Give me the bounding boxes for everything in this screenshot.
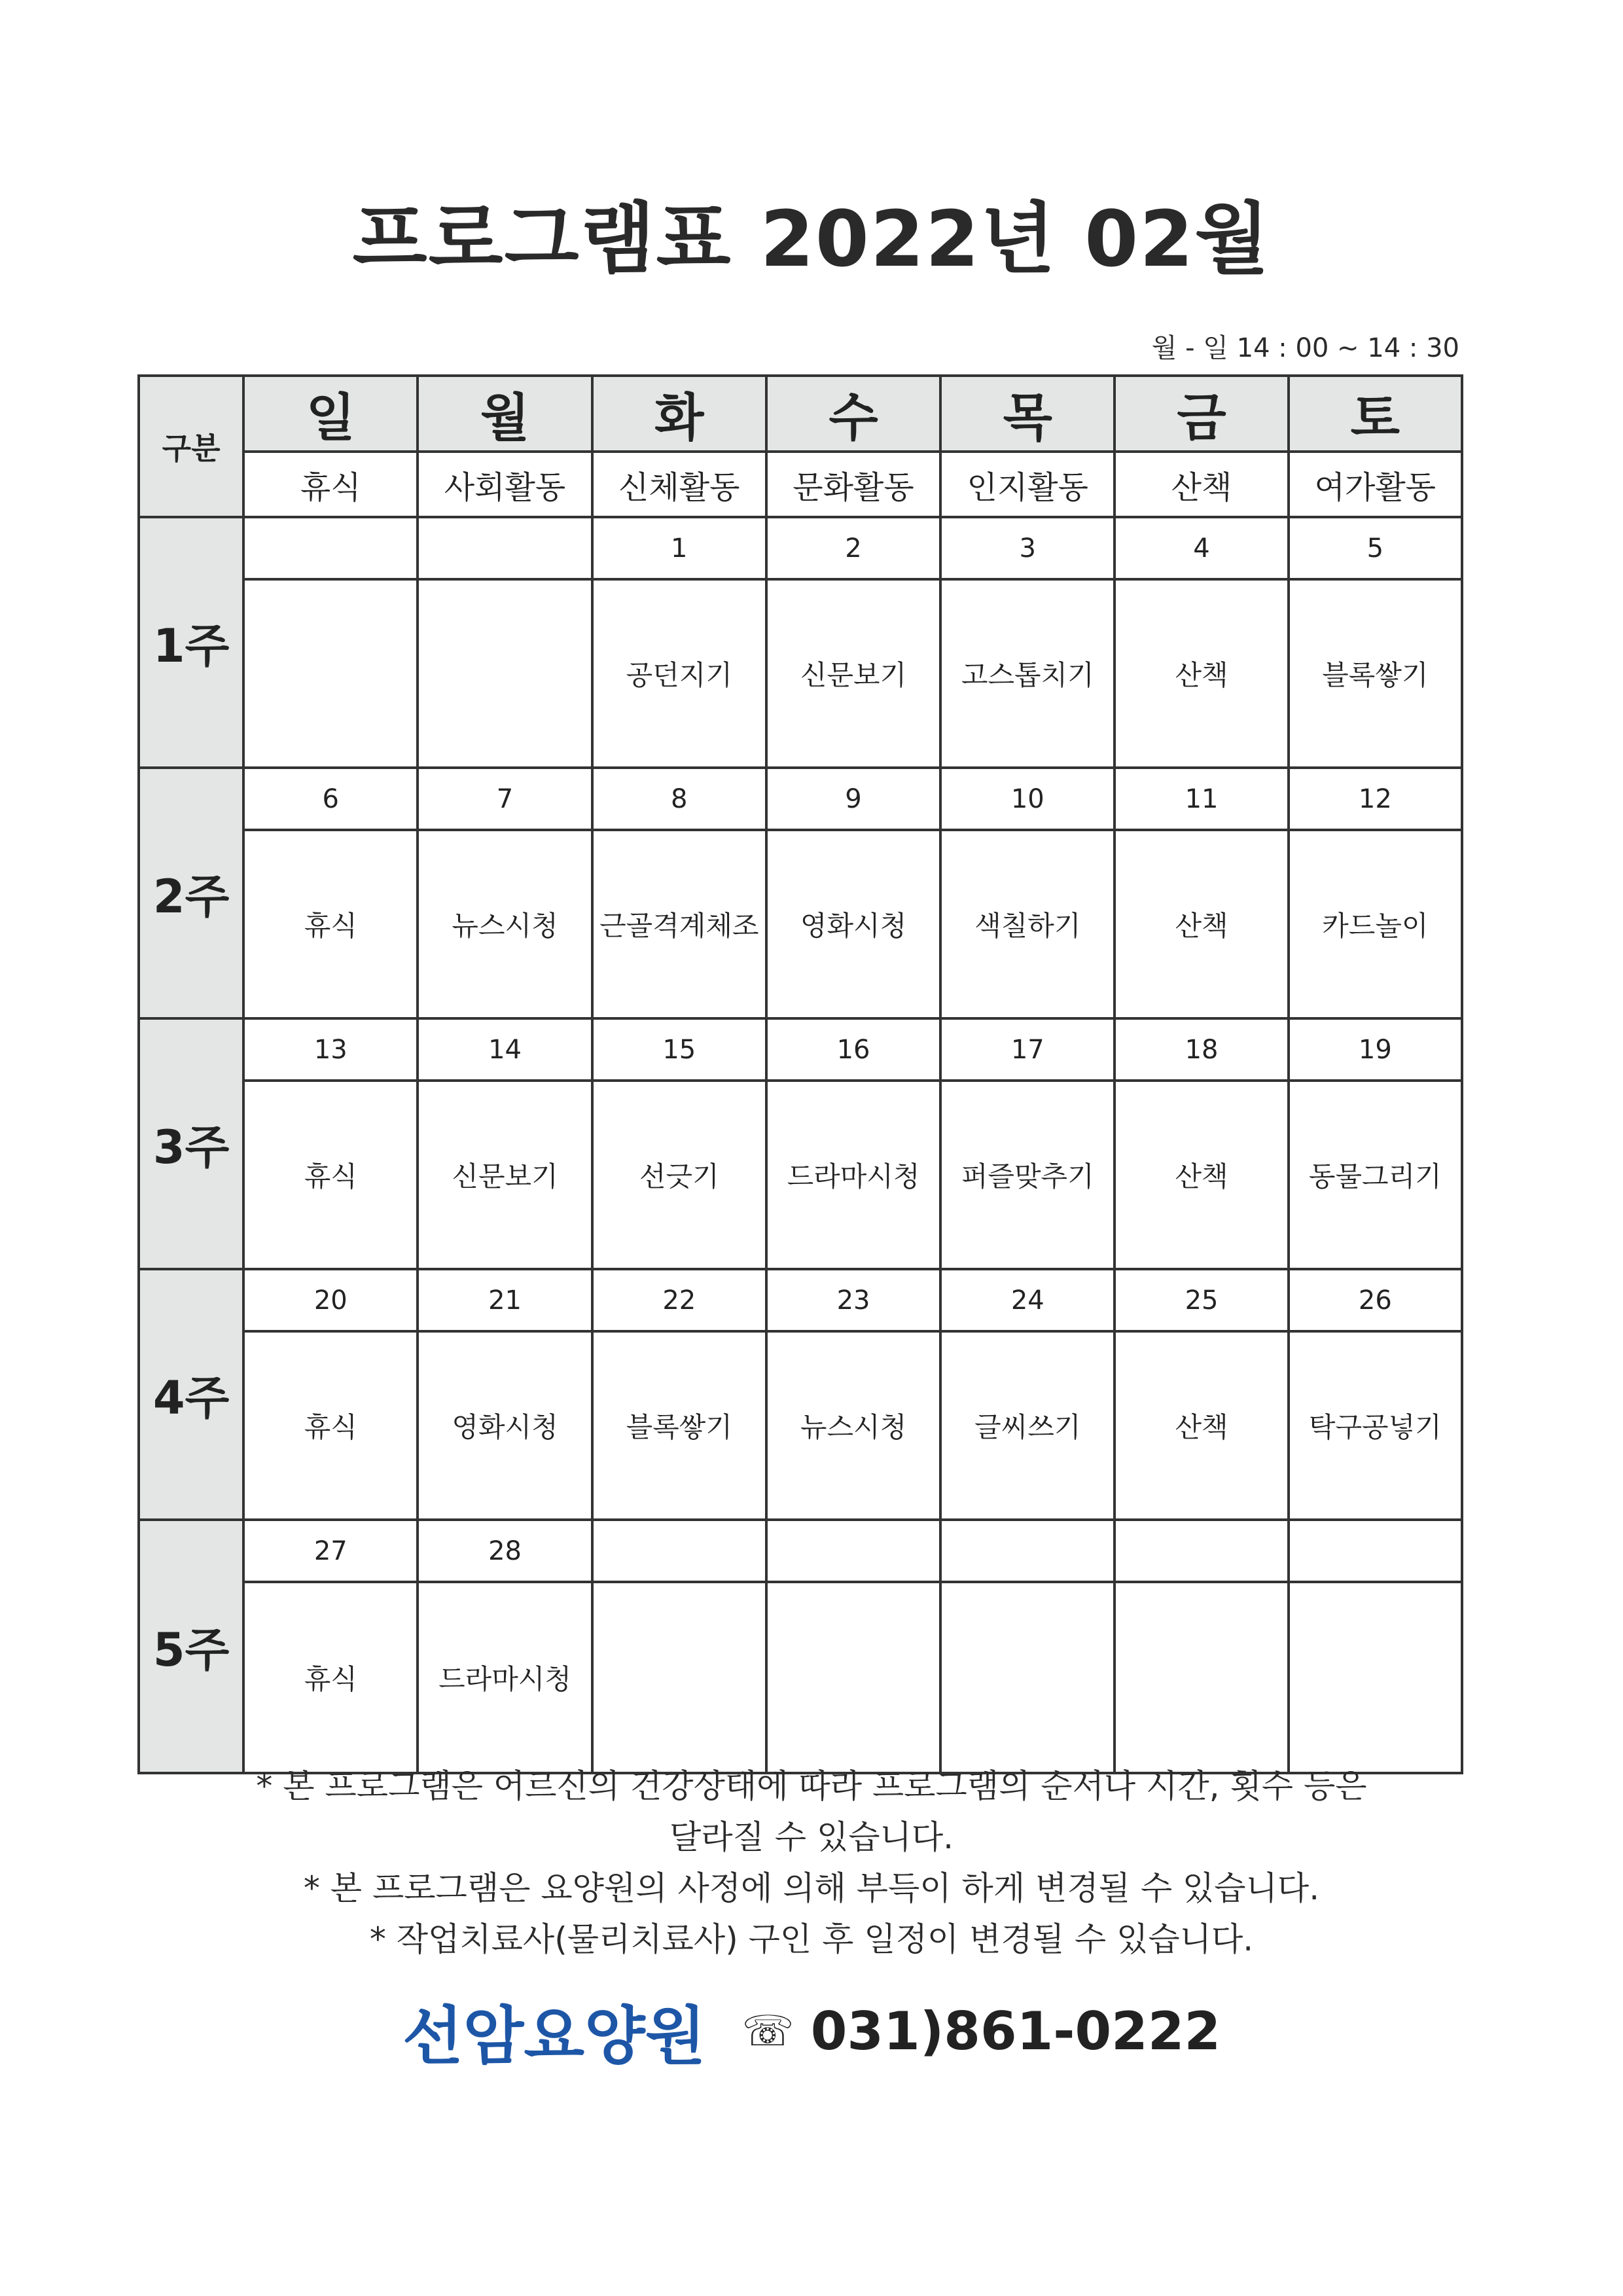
date-cell — [766, 1520, 940, 1582]
page-title: 프로그램표 2022년 02월 — [352, 194, 1271, 284]
date-cell: 24 — [940, 1269, 1115, 1331]
note-line: 달라질 수 있습니다. — [669, 1818, 954, 1856]
activity-row — [139, 830, 1462, 1018]
date-cell: 12 — [1289, 768, 1462, 830]
activity-cell: 탁구공넣기 — [1289, 1331, 1462, 1520]
date-row — [139, 1269, 1462, 1331]
date-cell: 11 — [1115, 768, 1288, 830]
telephone-icon: ☏ — [741, 2007, 794, 2056]
day-header: 수 — [766, 376, 940, 452]
activity-cell — [592, 1582, 766, 1773]
activity-cell: 선긋기 — [592, 1081, 766, 1269]
date-cell: 28 — [418, 1520, 592, 1582]
date-cell: 10 — [940, 768, 1115, 830]
day-header: 토 — [1289, 376, 1462, 452]
week-label: 2주 — [139, 768, 243, 1018]
activity-cell — [418, 579, 592, 768]
activity-cell: 휴식 — [243, 1081, 418, 1269]
week-label: 1주 — [139, 517, 243, 768]
organization-name: 선암요양원 — [402, 2000, 706, 2073]
activity-cell: 동물그리기 — [1289, 1081, 1462, 1269]
category-header: 문화활동 — [766, 452, 940, 517]
activity-cell: 산책 — [1115, 1081, 1288, 1269]
header-category-row — [139, 452, 1462, 517]
date-cell: 22 — [592, 1269, 766, 1331]
category-header: 사회활동 — [418, 452, 592, 517]
activity-cell — [243, 579, 418, 768]
activity-cell: 카드놀이 — [1289, 830, 1462, 1018]
category-header: 여가활동 — [1289, 452, 1462, 517]
activity-cell: 신문보기 — [766, 579, 940, 768]
header-day-row — [139, 376, 1462, 452]
phone-number: 031)861-0222 — [810, 2001, 1221, 2062]
activity-cell: 드라마시청 — [418, 1582, 592, 1773]
activity-cell: 산책 — [1115, 830, 1288, 1018]
date-cell: 23 — [766, 1269, 940, 1331]
day-header: 월 — [418, 376, 592, 452]
date-cell: 2 — [766, 517, 940, 579]
date-cell: 7 — [418, 768, 592, 830]
activity-cell: 휴식 — [243, 1582, 418, 1773]
header-label: 구분 — [139, 376, 243, 517]
activity-cell: 산책 — [1115, 579, 1288, 768]
date-cell — [1115, 1520, 1288, 1582]
day-header: 목 — [940, 376, 1115, 452]
activity-row — [139, 1331, 1462, 1520]
day-header: 일 — [243, 376, 418, 452]
activity-cell: 퍼즐맞추기 — [940, 1081, 1115, 1269]
activity-cell: 산책 — [1115, 1331, 1288, 1520]
activity-cell — [766, 1582, 940, 1773]
activity-cell: 공던지기 — [592, 579, 766, 768]
note-line: * 본 프로그램은 어르신의 건강상태에 따라 프로그램의 순서나 시간, 횟수 등은 — [256, 1767, 1367, 1805]
activity-cell: 휴식 — [243, 830, 418, 1018]
date-cell: 3 — [940, 517, 1115, 579]
date-cell: 17 — [940, 1018, 1115, 1081]
activity-cell — [1115, 1582, 1288, 1773]
date-cell — [940, 1520, 1115, 1582]
footer-contact — [0, 1986, 1623, 2076]
activity-row — [139, 1081, 1462, 1269]
activity-cell — [1289, 1582, 1462, 1773]
activity-cell: 뉴스시청 — [418, 830, 592, 1018]
activity-cell: 블록쌓기 — [592, 1331, 766, 1520]
activity-row — [139, 579, 1462, 768]
date-cell: 14 — [418, 1018, 592, 1081]
activity-cell — [940, 1582, 1115, 1773]
activity-cell: 고스톱치기 — [940, 579, 1115, 768]
date-cell — [592, 1520, 766, 1582]
activity-cell: 뉴스시청 — [766, 1331, 940, 1520]
activity-cell: 드라마시청 — [766, 1081, 940, 1269]
category-header: 휴식 — [243, 452, 418, 517]
date-cell: 13 — [243, 1018, 418, 1081]
activity-cell: 영화시청 — [418, 1331, 592, 1520]
activity-cell: 신문보기 — [418, 1081, 592, 1269]
date-cell: 20 — [243, 1269, 418, 1331]
date-cell: 9 — [766, 768, 940, 830]
date-cell: 27 — [243, 1520, 418, 1582]
date-cell — [243, 517, 418, 579]
date-cell: 5 — [1289, 517, 1462, 579]
date-cell: 4 — [1115, 517, 1288, 579]
week-label: 4주 — [139, 1269, 243, 1520]
day-header: 화 — [592, 376, 766, 452]
notes-section — [0, 1761, 1623, 1965]
category-header: 인지활동 — [940, 452, 1115, 517]
date-row — [139, 1520, 1462, 1582]
activity-row — [139, 1582, 1462, 1773]
date-cell: 15 — [592, 1018, 766, 1081]
date-cell: 1 — [592, 517, 766, 579]
activity-cell: 휴식 — [243, 1331, 418, 1520]
activity-cell: 근골격계체조 — [592, 830, 766, 1018]
activity-cell: 색칠하기 — [940, 830, 1115, 1018]
activity-cell: 글씨쓰기 — [940, 1331, 1115, 1520]
category-header: 산책 — [1115, 452, 1288, 517]
date-cell: 6 — [243, 768, 418, 830]
date-cell: 25 — [1115, 1269, 1288, 1331]
date-cell: 21 — [418, 1269, 592, 1331]
program-schedule-table — [137, 374, 1463, 1774]
date-row — [139, 1018, 1462, 1081]
date-cell: 19 — [1289, 1018, 1462, 1081]
date-cell — [418, 517, 592, 579]
date-row — [139, 768, 1462, 830]
date-row — [139, 517, 1462, 579]
date-cell: 18 — [1115, 1018, 1288, 1081]
category-header: 신체활동 — [592, 452, 766, 517]
date-cell — [1289, 1520, 1462, 1582]
date-cell: 8 — [592, 768, 766, 830]
time-range: 월 - 일 14 : 00 ~ 14 : 30 — [1151, 333, 1459, 363]
week-label: 5주 — [139, 1520, 243, 1773]
note-line: * 본 프로그램은 요양원의 사정에 의해 부득이 하게 변경될 수 있습니다. — [303, 1869, 1320, 1907]
day-header: 금 — [1115, 376, 1288, 452]
week-label: 3주 — [139, 1018, 243, 1269]
date-cell: 26 — [1289, 1269, 1462, 1331]
activity-cell: 블록쌓기 — [1289, 579, 1462, 768]
date-cell: 16 — [766, 1018, 940, 1081]
activity-cell: 영화시청 — [766, 830, 940, 1018]
note-line: * 작업치료사(물리치료사) 구인 후 일정이 변경될 수 있습니다. — [369, 1920, 1254, 1958]
